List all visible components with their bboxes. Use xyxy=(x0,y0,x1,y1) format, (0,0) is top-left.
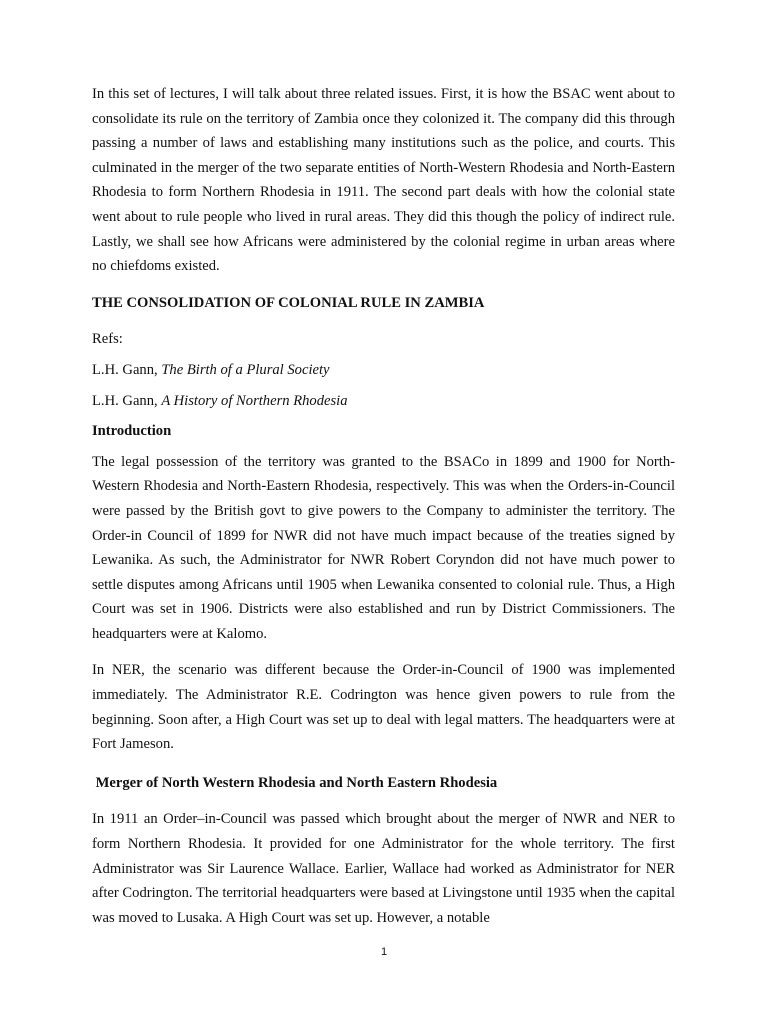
refs-label: Refs: xyxy=(92,331,123,348)
page-number: 1 xyxy=(380,946,388,958)
reference-author: L.H. Gann, xyxy=(92,392,162,409)
introduction-heading: Introduction xyxy=(92,423,172,440)
reference-item xyxy=(92,389,675,414)
reference-title: The Birth of a Plural Society xyxy=(161,361,330,378)
merger-heading: Merger of North Western Rhodesia and North Eastern Rhodesia xyxy=(92,774,498,791)
intro-paragraph: In this set of lectures, I will talk about three related issues. First, it is how the BSAC went about to consolidate its rule on the territory of Zambia once they colonized it. The company did this through passing a number of laws and establishing many institutions such as the police, and courts. This culminated in the merger of the two separate entities of North-Western Rhodesia and North-Eastern Rhodesia to form Northern Rhodesia in 1911. The second part deals with how the colonial state went about to rule people who lived in rural areas. They did this though the policy of indirect rule. Lastly, we shall see how Africans were administered by the colonial regime in urban areas where no chiefdoms existed. xyxy=(92,86,675,275)
reference-title: A History of Northern Rhodesia xyxy=(161,392,348,409)
merger-paragraph: In 1911 an Order–in-Council was passed which brought about the merger of NWR and NER to form Northern Rhodesia. It provided for one Administrator for the whole territory. The first Administrator was Sir Laurence Wallace. Earlier, Wallace had worked as Administrator for NER after Codrington. The territorial headquarters were based at Livingstone until 1935 when the capital was moved to Lusaka. A High Court was set up. However, a notable xyxy=(92,811,675,926)
document-page xyxy=(92,82,675,930)
introduction-paragraph: In NER, the scenario was different because the Order-in-Council of 1900 was implemented immediately. The Administrator R.E. Codrington was hence given powers to rule from the beginning. Soon after, a High Court was set up to deal with legal matters. The headquarters were at Fort Jameson. xyxy=(92,662,675,753)
reference-item xyxy=(92,358,675,383)
introduction-paragraph: The legal possession of the territory was granted to the BSACo in 1899 and 1900 for North-Western Rhodesia and North-Eastern Rhodesia, respectively. This was when the Orders-in-Council were passed by the British govt to give powers to the Company to administer the territory. The Order-in Council of 1899 for NWR did not have much impact because of the treaties signed by Lewanika. As such, the Administrator for NWR Robert Coryndon did not have much power to settle disputes among Africans until 1905 when Lewanika consented to colonial rule. Thus, a High Court was set in 1906. Districts were also established and run by District Commissioners. The headquarters were at Kalomo. xyxy=(92,453,675,642)
reference-author: L.H. Gann, xyxy=(92,361,162,378)
section-title: THE CONSOLIDATION OF COLONIAL RULE IN ZAMBIA xyxy=(92,294,485,311)
